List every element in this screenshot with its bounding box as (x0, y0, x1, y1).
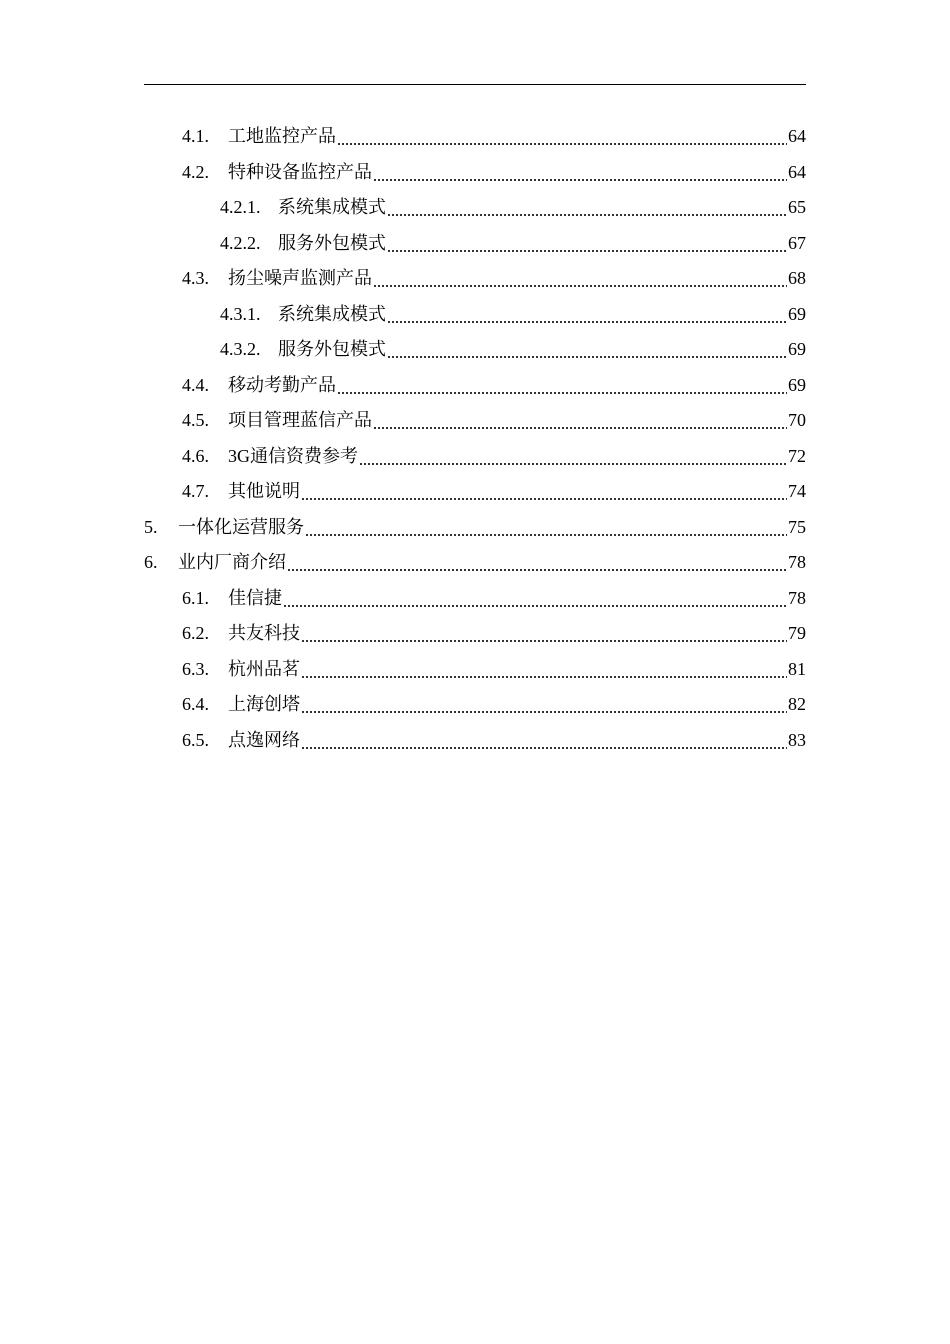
toc-entry-number: 4.2. (182, 161, 209, 182)
toc-entry-number: 6.2. (182, 623, 209, 643)
toc-entry-page: 83 (788, 729, 806, 750)
toc-dot-leader (287, 544, 787, 580)
toc-entry-title: 系统集成模式 (278, 303, 386, 324)
toc-entry-number: 6.5. (182, 729, 209, 750)
toc-entry[interactable] (182, 367, 806, 403)
toc-dot-leader (301, 615, 787, 651)
toc-entry[interactable] (182, 154, 806, 190)
toc-entry[interactable] (182, 473, 806, 509)
toc-dot-leader (305, 509, 787, 545)
toc-entry-page: 69 (788, 374, 806, 395)
toc-entry-title: 3G通信资费参考 (228, 445, 358, 466)
toc-entry-title: 项目管理蓝信产品 (228, 410, 372, 430)
toc-entry-number: 6.1. (182, 587, 209, 608)
toc-dot-leader (337, 118, 787, 154)
toc-entry-title: 服务外包模式 (278, 339, 386, 359)
toc-entry-page: 72 (788, 445, 806, 466)
toc-entry-title: 系统集成模式 (278, 197, 386, 217)
toc-entry-number: 4.1. (182, 126, 209, 146)
toc-entry-page: 67 (788, 232, 806, 253)
toc-entry[interactable] (182, 722, 806, 758)
toc-entry-page: 69 (788, 303, 806, 324)
toc-entry-number: 4.2.2. (220, 232, 261, 253)
toc-entry-title: 工地监控产品 (228, 126, 336, 146)
toc-entry-page: 81 (788, 658, 806, 679)
toc-dot-leader (387, 296, 787, 332)
toc-dot-leader (283, 580, 787, 616)
toc-dot-leader (301, 651, 787, 687)
toc-entry[interactable] (220, 189, 806, 225)
toc-entry[interactable] (182, 438, 806, 474)
toc-entry-page: 70 (788, 410, 806, 430)
toc-entry-title: 杭州品茗 (228, 658, 300, 679)
toc-entry-number: 5. (144, 516, 158, 537)
toc-entry[interactable] (144, 544, 806, 580)
toc-entry-page: 64 (788, 126, 806, 146)
toc-entry-number: 4.7. (182, 481, 209, 501)
toc-entry-title: 移动考勤产品 (228, 374, 336, 395)
toc-dot-leader (387, 331, 787, 367)
toc-entry-number: 4.4. (182, 374, 209, 395)
toc-entry-page: 82 (788, 694, 806, 714)
toc-dot-leader (301, 722, 787, 758)
toc-dot-leader (373, 402, 787, 438)
toc-entry-number: 6. (144, 552, 158, 572)
toc-entry[interactable] (220, 331, 806, 367)
toc-entry-title: 扬尘噪声监测产品 (228, 268, 372, 288)
toc-entry-number: 4.2.1. (220, 197, 261, 217)
toc-entry-page: 74 (788, 481, 806, 501)
toc-entry-page: 78 (788, 587, 806, 608)
toc-entry-page: 69 (788, 339, 806, 359)
toc-entry-number: 6.4. (182, 694, 209, 714)
toc-entry-title: 其他说明 (228, 481, 300, 501)
toc-entry-title: 点逸网络 (228, 729, 300, 750)
toc-entry-page: 65 (788, 197, 806, 217)
toc-entry-page: 68 (788, 268, 806, 288)
toc-entry-title: 特种设备监控产品 (228, 161, 372, 182)
toc-dot-leader (373, 260, 787, 296)
toc-entry-page: 64 (788, 161, 806, 182)
header-rule (144, 84, 806, 85)
toc-entry[interactable] (182, 686, 806, 722)
toc-entry[interactable] (220, 225, 806, 261)
toc-entry-number: 4.3.2. (220, 339, 261, 359)
toc-dot-leader (337, 367, 787, 403)
toc-entry[interactable] (182, 580, 806, 616)
toc-entry-title: 佳信捷 (228, 587, 282, 608)
toc-entry-number: 6.3. (182, 658, 209, 679)
toc-dot-leader (387, 225, 787, 261)
toc-entry[interactable] (144, 509, 806, 545)
toc-entry-page: 78 (788, 552, 806, 572)
toc-entry-page: 79 (788, 623, 806, 643)
toc-entry-page: 75 (788, 516, 806, 537)
toc-entry[interactable] (220, 296, 806, 332)
toc-entry-title: 共友科技 (228, 623, 300, 643)
toc-entry-title: 业内厂商介绍 (178, 552, 286, 572)
toc-entry-number: 4.5. (182, 410, 209, 430)
toc-entry-number: 4.3.1. (220, 303, 261, 324)
toc-entry-title: 一体化运营服务 (178, 516, 304, 537)
toc-dot-leader (301, 473, 787, 509)
toc-entry[interactable] (182, 615, 806, 651)
toc-entry[interactable] (182, 402, 806, 438)
toc-entry-title: 服务外包模式 (278, 232, 386, 253)
toc-dot-leader (301, 686, 787, 722)
toc-dot-leader (373, 154, 787, 190)
toc-entry-number: 4.6. (182, 445, 209, 466)
toc-entry[interactable] (182, 260, 806, 296)
toc-dot-leader (387, 189, 787, 225)
toc-entry[interactable] (182, 118, 806, 154)
toc-entry-number: 4.3. (182, 268, 209, 288)
toc-entry-title: 上海创塔 (228, 694, 300, 714)
toc-dot-leader (359, 438, 787, 474)
toc-entry[interactable] (182, 651, 806, 687)
